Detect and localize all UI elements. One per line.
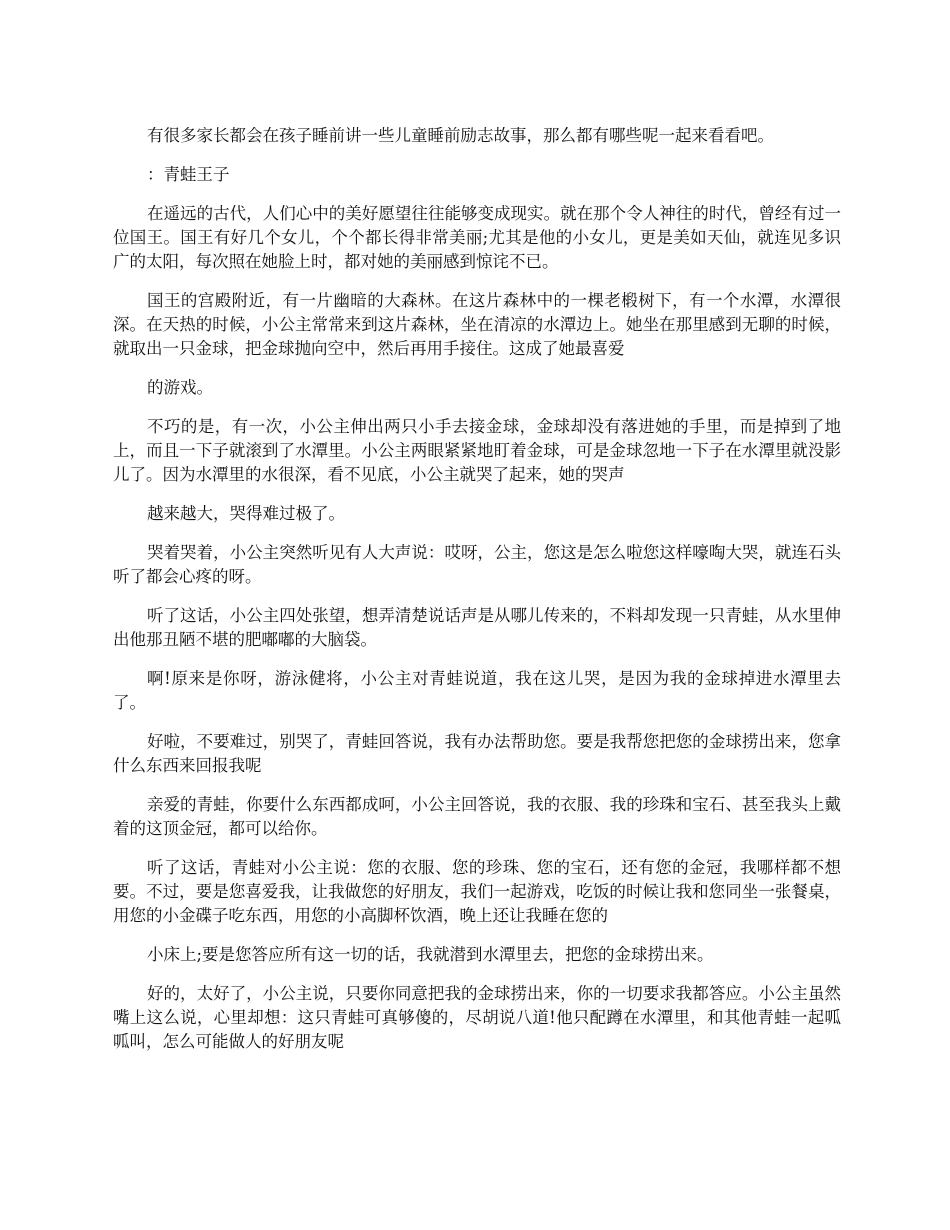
story-paragraph: 亲爱的青蛙，你要什么东西都成呵，小公主回答说，我的衣服、我的珍珠和宝石、甚至我头上戴着的这顶金冠，都可以给你。 [113,795,841,838]
story-paragraph: 越来越大，哭得难过极了。 [147,504,345,523]
story-paragraph: 不巧的是，有一次，小公主伸出两只小手去接金球，金球却没有落进她的手里，而是掉到了地上，而且一下子就滚到了水潭里。小公主两眼紧紧地盯着金球，可是金球忽地一下子在水潭里就没影儿了。因为水潭里的水很深，看不见底，小公主就哭了起来，她的哭声 [113,417,841,484]
document-page [113,124,841,1069]
story-paragraph: 哭着哭着，小公主突然听见有人大声说：哎呀，公主，您这是怎么啦您这样嚎啕大哭，就连石头听了都会心疼的呀。 [113,543,841,586]
story-paragraph: 的游戏。 [147,378,213,397]
intro-paragraph: 有很多家长都会在孩子睡前讲一些儿童睡前励志故事，那么都有哪些呢一起来看看吧。 [147,126,774,145]
story-paragraph: 国王的宫殿附近，有一片幽暗的大森林。在这片森林中的一棵老椴树下，有一个水潭，水潭很深。在天热的时候，小公主常常来到这片森林，坐在清凉的水潭边上。她坐在那里感到无聊的时候，就取出一只金球，把金球抛向空中，然后再用手接住。这成了她最喜爱 [113,291,841,358]
story-paragraph: 啊!原来是你呀，游泳健将，小公主对青蛙说道，我在这儿哭，是因为我的金球掉进水潭里去了。 [113,669,841,712]
story-paragraph: 在遥远的古代，人们心中的美好愿望往往能够变成现实。就在那个令人神往的时代，曾经有过一位国王。国王有好几个女儿，个个都长得非常美丽;尤其是他的小女儿，更是美如天仙，就连见多识广的太阳，每次照在她脸上时，都对她的美丽感到惊诧不已。 [113,204,841,271]
story-paragraph: 好啦，不要难过，别哭了，青蛙回答说，我有办法帮助您。要是我帮您把您的金球捞出来，您拿什么东西来回报我呢 [113,732,841,775]
story-paragraph: 听了这话，小公主四处张望，想弄清楚说话声是从哪儿传来的，不料却发现一只青蛙，从水里伸出他那丑陋不堪的肥嘟嘟的大脑袋。 [113,606,841,649]
story-paragraph: 小床上;要是您答应所有这一切的话，我就潜到水潭里去，把您的金球捞出来。 [147,945,714,964]
story-paragraph: 听了这话，青蛙对小公主说：您的衣服、您的珍珠、您的宝石，还有您的金冠，我哪样都不想要。不过，要是您喜爱我，让我做您的好朋友，我们一起游戏，吃饭的时候让我和您同坐一张餐桌，用您的小金碟子吃东西，用您的小高脚杯饮酒，晚上还让我睡在您的 [113,858,841,925]
story-title: ：青蛙王子 [147,165,230,184]
story-paragraph: 好的，太好了，小公主说，只要你同意把我的金球捞出来，你的一切要求我都答应。小公主虽然嘴上这么说，心里却想：这只青蛙可真够傻的，尽胡说八道!他只配蹲在水潭里，和其他青蛙一起呱呱叫，怎么可能做人的好朋友呢 [113,984,841,1051]
